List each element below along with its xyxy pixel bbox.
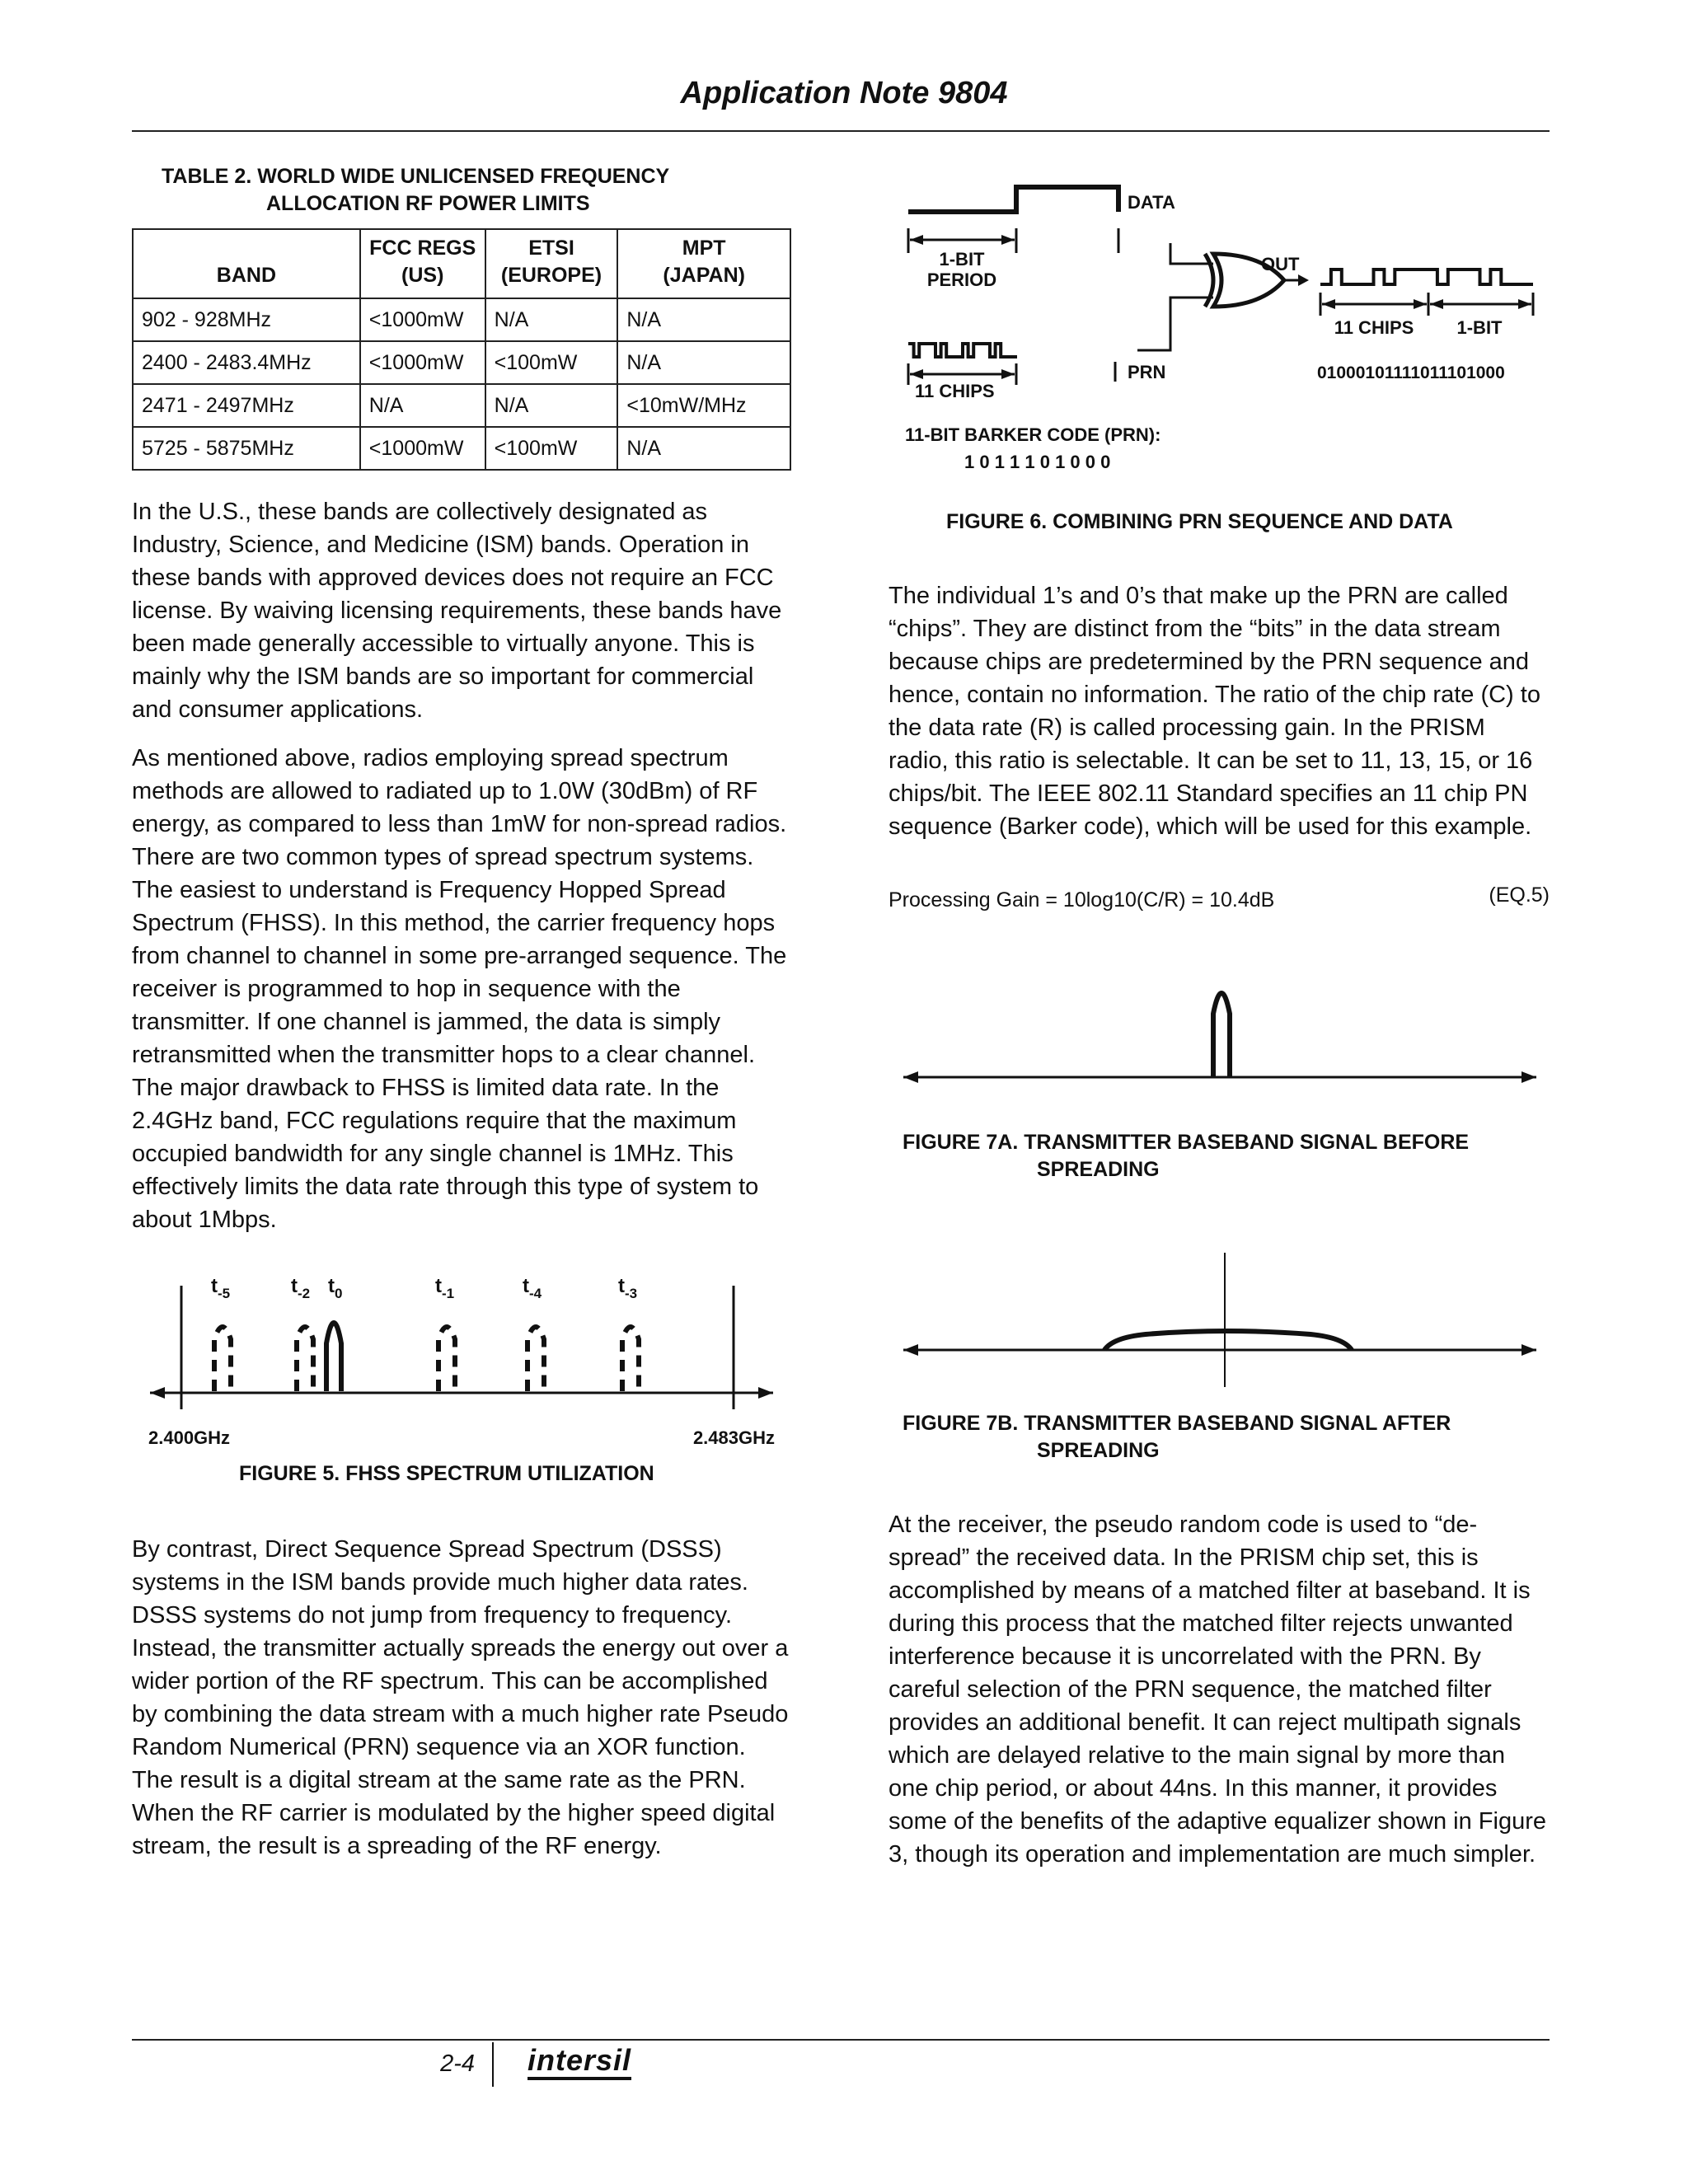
processing-gain-equation: Processing Gain = 10log10(C/R) = 10.4dB [889, 888, 1275, 912]
footer-rule [132, 2039, 1550, 2041]
axis-arrow-right [1522, 1344, 1536, 1356]
out-label: OUT [1261, 254, 1300, 274]
equation-number: (EQ.5) [1489, 883, 1550, 907]
chips-label: 11 CHIPS [915, 381, 995, 401]
header-rule [132, 130, 1550, 132]
freq-label-end: 2.483GHz [692, 1427, 775, 1448]
table-cell: N/A [485, 298, 618, 341]
figure7a-caption-line1: FIGURE 7A. TRANSMITTER BASEBAND SIGNAL BEFORE [903, 1131, 1470, 1154]
figure5-fhss-diagram [132, 1269, 791, 1459]
barker-code: 1 0 1 1 1 0 1 0 0 0 [964, 452, 1111, 472]
prn-wire [1137, 298, 1213, 350]
table-header-row [133, 229, 790, 298]
left-paragraph-fhss: As mentioned above, radios employing spread spectrum methods are allowed to radiated up to 1.0W (30dBm) of RF energy, as compared to less than 1mW for non-spread radios. There are two common types of spread spectrum systems. The easiest to understand is Frequency Hopped Spread Spectrum (FHSS). In this method, the carrier frequency hops from channel to channel in some pre-arranged sequence. The receiver is programmed to hop in sequence with the transmitter. If one channel is jammed, the data is simply retransmitted when the transmitter hops to a clear channel. The major drawback to FHSS is limited data rate. In the 2.4GHz band, FCC regulations require that the maximum occupied bandwidth for any single channel is 1MHz. This effectively limits the data rate through this type of system to about 1Mbps. [132, 745, 787, 1233]
table-cell: N/A [360, 384, 485, 427]
table-cell: N/A [617, 298, 790, 341]
table-cell: <1000mW [360, 341, 485, 384]
column-header-fcc: FCC REGS (US) [360, 229, 485, 298]
hop-label-t-3: $t_{-3}$ [618, 1275, 638, 1301]
table-cell: <100mW [485, 427, 618, 470]
hop-channel-t-1 [438, 1327, 455, 1391]
hop-channel-t-4 [528, 1327, 544, 1391]
hop-label-t-4: $t_{-4}$ [523, 1275, 542, 1301]
table-cell: 902 - 928MHz [133, 298, 360, 341]
axis-arrow-left [903, 1344, 918, 1356]
data-label: DATA [1128, 192, 1175, 213]
freq-label-start: 2.400GHz [148, 1427, 231, 1448]
right-paragraph-receiver: At the receiver, the pseudo random code is used to “de-spread” the received data. In the PRISM chip set, this is accomplished by means of a matched filter at baseband. It is during this process that the matched filter rejects unwanted interference because it is uncorrelated with the PRN. By careful selection of the PRN sequence, the matched filter provides an additional benefit. It can reject multipath signals which are delayed relative to the main signal by more than one chip period, or about 44ns. In this manner, it provides some of the benefits of the adaptive equalizer shown in Figure 3, though its operation and implementation are much simpler. [889, 1511, 1546, 1868]
footer-divider [492, 2042, 494, 2087]
figure6-prn-diagram [898, 177, 1550, 490]
figure6-caption: FIGURE 6. COMBINING PRN SEQUENCE AND DATA [946, 510, 1453, 533]
output-chip-waveform [1320, 269, 1533, 284]
barker-title: 11-BIT BARKER CODE (PRN): [905, 424, 1161, 445]
table-cell: 2471 - 2497MHz [133, 384, 360, 427]
figure7a-caption-line2: SPREADING [1037, 1158, 1160, 1181]
out-arrow-d [1518, 299, 1531, 309]
page-header-title: Application Note 9804 [680, 76, 1008, 110]
table-cell: N/A [617, 427, 790, 470]
out-sequence-label: 01000101111011101000 [1317, 363, 1505, 382]
figure7b-caption-line2: SPREADING [1037, 1439, 1160, 1462]
table-row [133, 427, 790, 470]
hop-channel-t-3 [622, 1327, 639, 1391]
data-waveform [908, 187, 1118, 212]
frequency-allocation-table [132, 228, 791, 471]
table2-caption-line2: ALLOCATION RF POWER LIMITS [266, 192, 590, 215]
bit-period-label-line2: PERIOD [926, 269, 997, 290]
hop-channel-t-5 [214, 1327, 231, 1391]
out-chips-label: 11 CHIPS [1334, 317, 1414, 338]
out-arrow-c [1430, 299, 1443, 309]
out-arrow-a [1322, 299, 1335, 309]
table-cell: N/A [617, 341, 790, 384]
table-cell: <10mW/MHz [617, 384, 790, 427]
bit-period-arrow-left [910, 235, 923, 245]
bit-period-label-line1: 1-BIT [939, 249, 985, 269]
figure7b-after-spreading [898, 1249, 1541, 1397]
column-header-mpt: MPT (JAPAN) [617, 229, 790, 298]
table2-caption-line1: TABLE 2. WORLD WIDE UNLICENSED FREQUENCY [162, 165, 670, 188]
spread-signal [1104, 1331, 1352, 1350]
table-cell: 2400 - 2483.4MHz [133, 341, 360, 384]
bit-period-arrow-right [1001, 235, 1015, 245]
axis-arrow-left [150, 1387, 165, 1399]
axis-arrow-left [903, 1071, 918, 1083]
axis-arrow-right [758, 1387, 773, 1399]
hop-label-t-5: $t_{-5}$ [211, 1275, 231, 1301]
figure5-caption: FIGURE 5. FHSS SPECTRUM UTILIZATION [239, 1462, 654, 1485]
out-bit-label: 1-BIT [1456, 317, 1503, 338]
chips-arrow-left [910, 369, 923, 379]
column-header-etsi: ETSI (EUROPE) [485, 229, 618, 298]
left-paragraph-dsss: By contrast, Direct Sequence Spread Spectrum (DSSS) systems in the ISM bands provide much higher data rates. DSSS systems do not jump from frequency to frequency. Instead, the transmitter actually spreads the energy out over a wider portion of the RF spectrum. This can be accomplished by combining the data stream with a much higher rate Pseudo Random Numerical (PRN) sequence via an XOR function. The result is a digital stream at the same rate as the PRN. When the RF carrier is modulated by the higher speed digital stream, the result is a spreading of the RF energy. [132, 1536, 789, 1859]
chips-arrow-right [1001, 369, 1015, 379]
table-cell: N/A [485, 384, 618, 427]
axis-arrow-right [1522, 1071, 1536, 1083]
hop-label-t0: $t_0$ [328, 1275, 343, 1301]
hop-channel-t-2 [297, 1327, 313, 1391]
intersil-logo: intersil [528, 2044, 631, 2080]
prn-chip-waveform [908, 344, 1017, 357]
active-channel-t0 [326, 1323, 341, 1391]
prn-label: PRN [1128, 362, 1166, 382]
column-header-band: BAND [133, 229, 360, 298]
figure7a-before-spreading [898, 981, 1541, 1096]
hop-label-t-2: $t_{-2}$ [291, 1275, 311, 1301]
table-cell: 5725 - 5875MHz [133, 427, 360, 470]
left-paragraph-ism: In the U.S., these bands are collectively designated as Industry, Science, and Medicine (ISM) bands. Operation in these bands with approved devices does not require an FCC license. By waiving licensing requirements, these bands have been made generally accessible to virtually anyone. This is mainly why the ISM bands are so important for commercial and consumer applications. [132, 499, 782, 723]
table-cell: <1000mW [360, 427, 485, 470]
table-cell: <1000mW [360, 298, 485, 341]
out-arrow-b [1414, 299, 1427, 309]
table-row [133, 341, 790, 384]
table-row [133, 298, 790, 341]
narrowband-signal [1213, 993, 1230, 1078]
figure7b-caption-line1: FIGURE 7B. TRANSMITTER BASEBAND SIGNAL AFTER [903, 1412, 1451, 1435]
hop-label-t-1: $t_{-1}$ [435, 1275, 455, 1301]
table-row [133, 384, 790, 427]
right-paragraph-chips: The individual 1’s and 0’s that make up the PRN are called “chips”. They are distinct from the “bits” in the data stream because chips are predetermined by the PRN sequence and hence, contain no information. The ratio of the chip rate (C) to the data rate (R) is called processing gain. In the PRISM radio, this ratio is selectable. It can be set to 11, 13, 15, or 16 chips/bit. The IEEE 802.11 Standard specifies an 11 chip PN sequence (Barker code), which will be used for this example. [889, 583, 1540, 840]
page-number: 2-4 [440, 2050, 475, 2077]
out-arrow [1298, 274, 1309, 286]
table-cell: <100mW [485, 341, 618, 384]
